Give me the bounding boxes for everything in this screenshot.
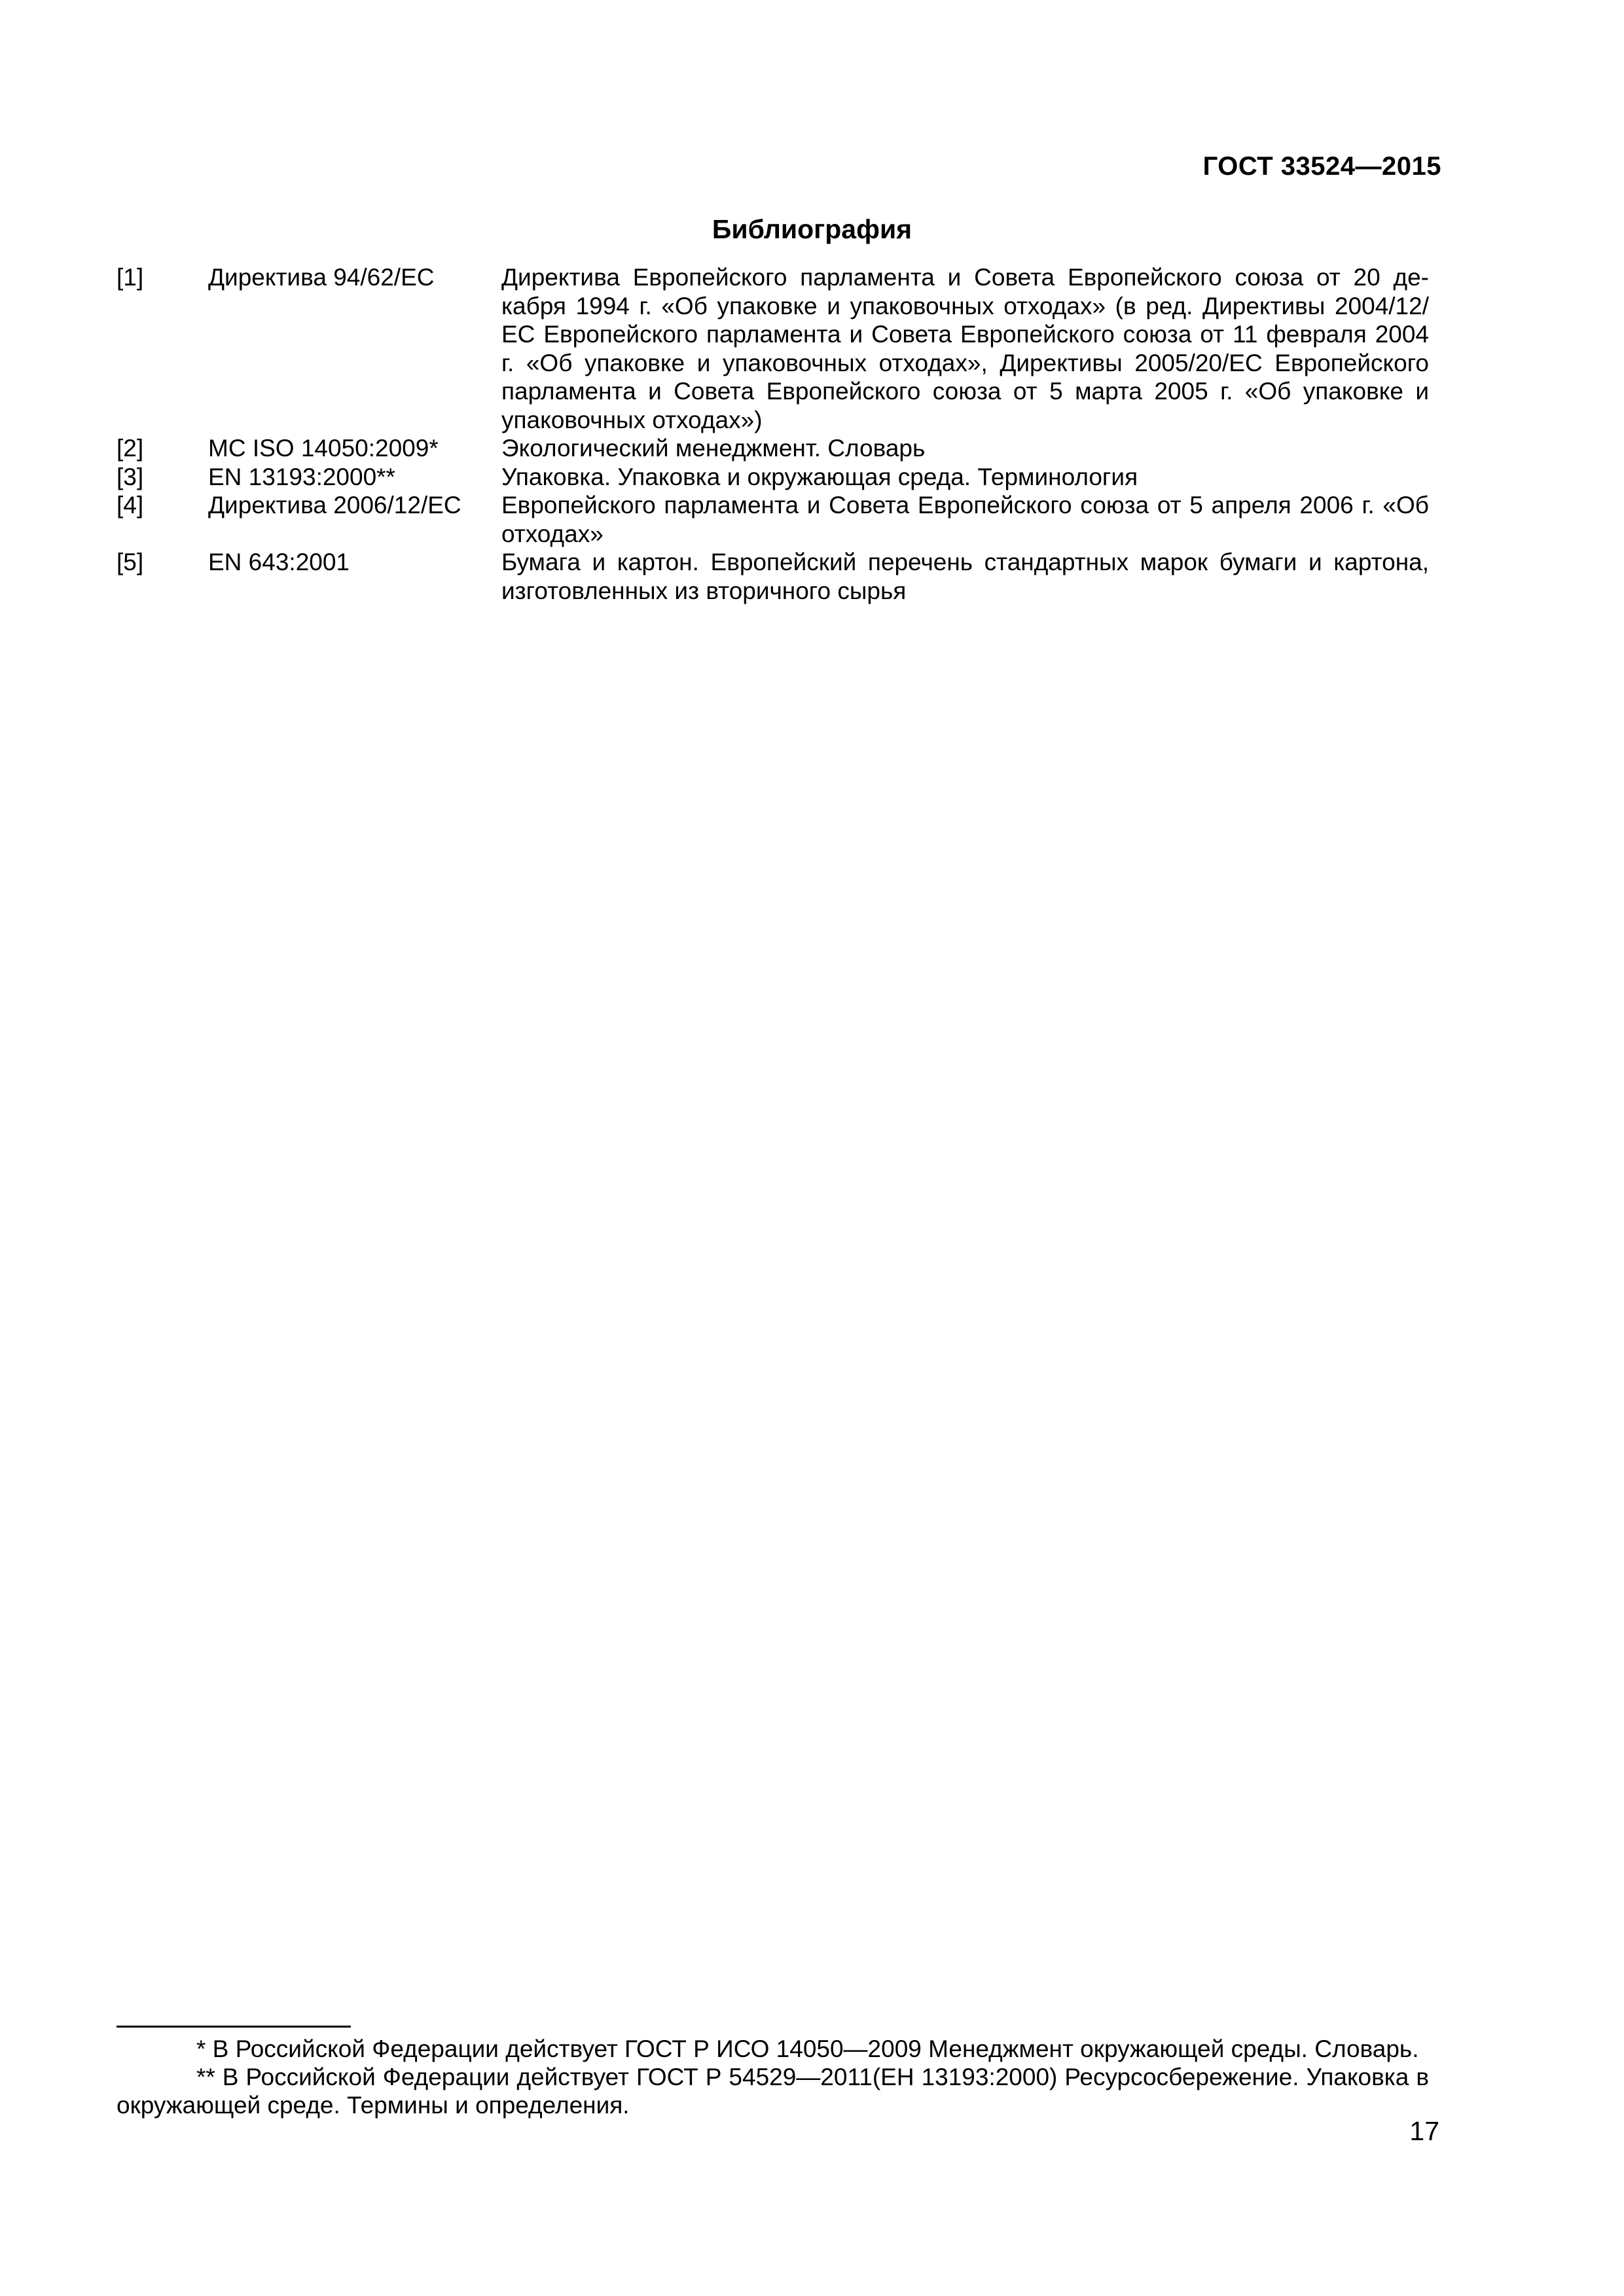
footnote: * В Российской Федерации действует ГОСТ Р ИСО 14050—2009 Менеджмент окружающей среды. Словарь.: [196, 2035, 1419, 2062]
page-number: 17: [1409, 2116, 1439, 2146]
entry-title: Директива Европейского парламента и Совета Европейского союза от 20 декабря 1994 г. «Об упаковке и упаковочных отходах» (в ред. Директивы 2004/12/ЕС Европейского парламента и Совета Европейского союза от 11 февраля 2004 г. «Об упаковке и упаковочных отходах», Директивы 2005/20/ЕС Европейского парламента и Совета Европейского союза от 5 марта 2005 г. «Об упаковке и упаковочных отходах»): [501, 264, 1429, 433]
entry-number: [4]: [117, 492, 144, 519]
entry-title: Экологический менеджмент. Словарь: [501, 435, 926, 462]
entry-title: Европейского парламента и Совета Европейского союза от 5 апреля 2006 г. «Об отходах»: [501, 492, 1429, 547]
entry-number: [3]: [117, 463, 144, 490]
bibliography-entry: [117, 548, 1429, 605]
entry-title: Бумага и картон. Европейский перечень стандартных марок бумаги и картона, изготовленных из вторичного сырья: [501, 549, 1429, 604]
footnote: ** В Российской Федерации действует ГОСТ Р 54529—2011(ЕН 13193:2000) Ресурсосбережение. Упаковка в окружающей среде. Термины и определения.: [117, 2064, 1429, 2119]
entry-number: [5]: [117, 549, 144, 575]
document-code: ГОСТ 33524—2015: [1202, 152, 1441, 181]
entry-designation: Директива 94/62/ЕС: [208, 264, 435, 291]
entry-number: [2]: [117, 435, 144, 462]
entry-number: [1]: [117, 264, 144, 291]
entry-designation: МС ISO 14050:2009*: [208, 435, 439, 462]
bibliography-list: [117, 263, 1429, 605]
footnote-separator: [117, 2026, 351, 2028]
entry-title: Упаковка. Упаковка и окружающая среда. Терминология: [501, 463, 1138, 490]
bibliography-entry: [117, 491, 1429, 548]
footnotes: [117, 2035, 1429, 2119]
bibliography-entry: [117, 463, 1429, 492]
bibliography-entry: [117, 434, 1429, 463]
bibliography-entry: [117, 263, 1429, 434]
section-title: Библиография: [712, 214, 912, 244]
entry-designation: Директива 2006/12/ЕС: [208, 492, 461, 519]
entry-designation: EN 13193:2000**: [208, 463, 395, 490]
entry-designation: EN 643:2001: [208, 549, 350, 575]
